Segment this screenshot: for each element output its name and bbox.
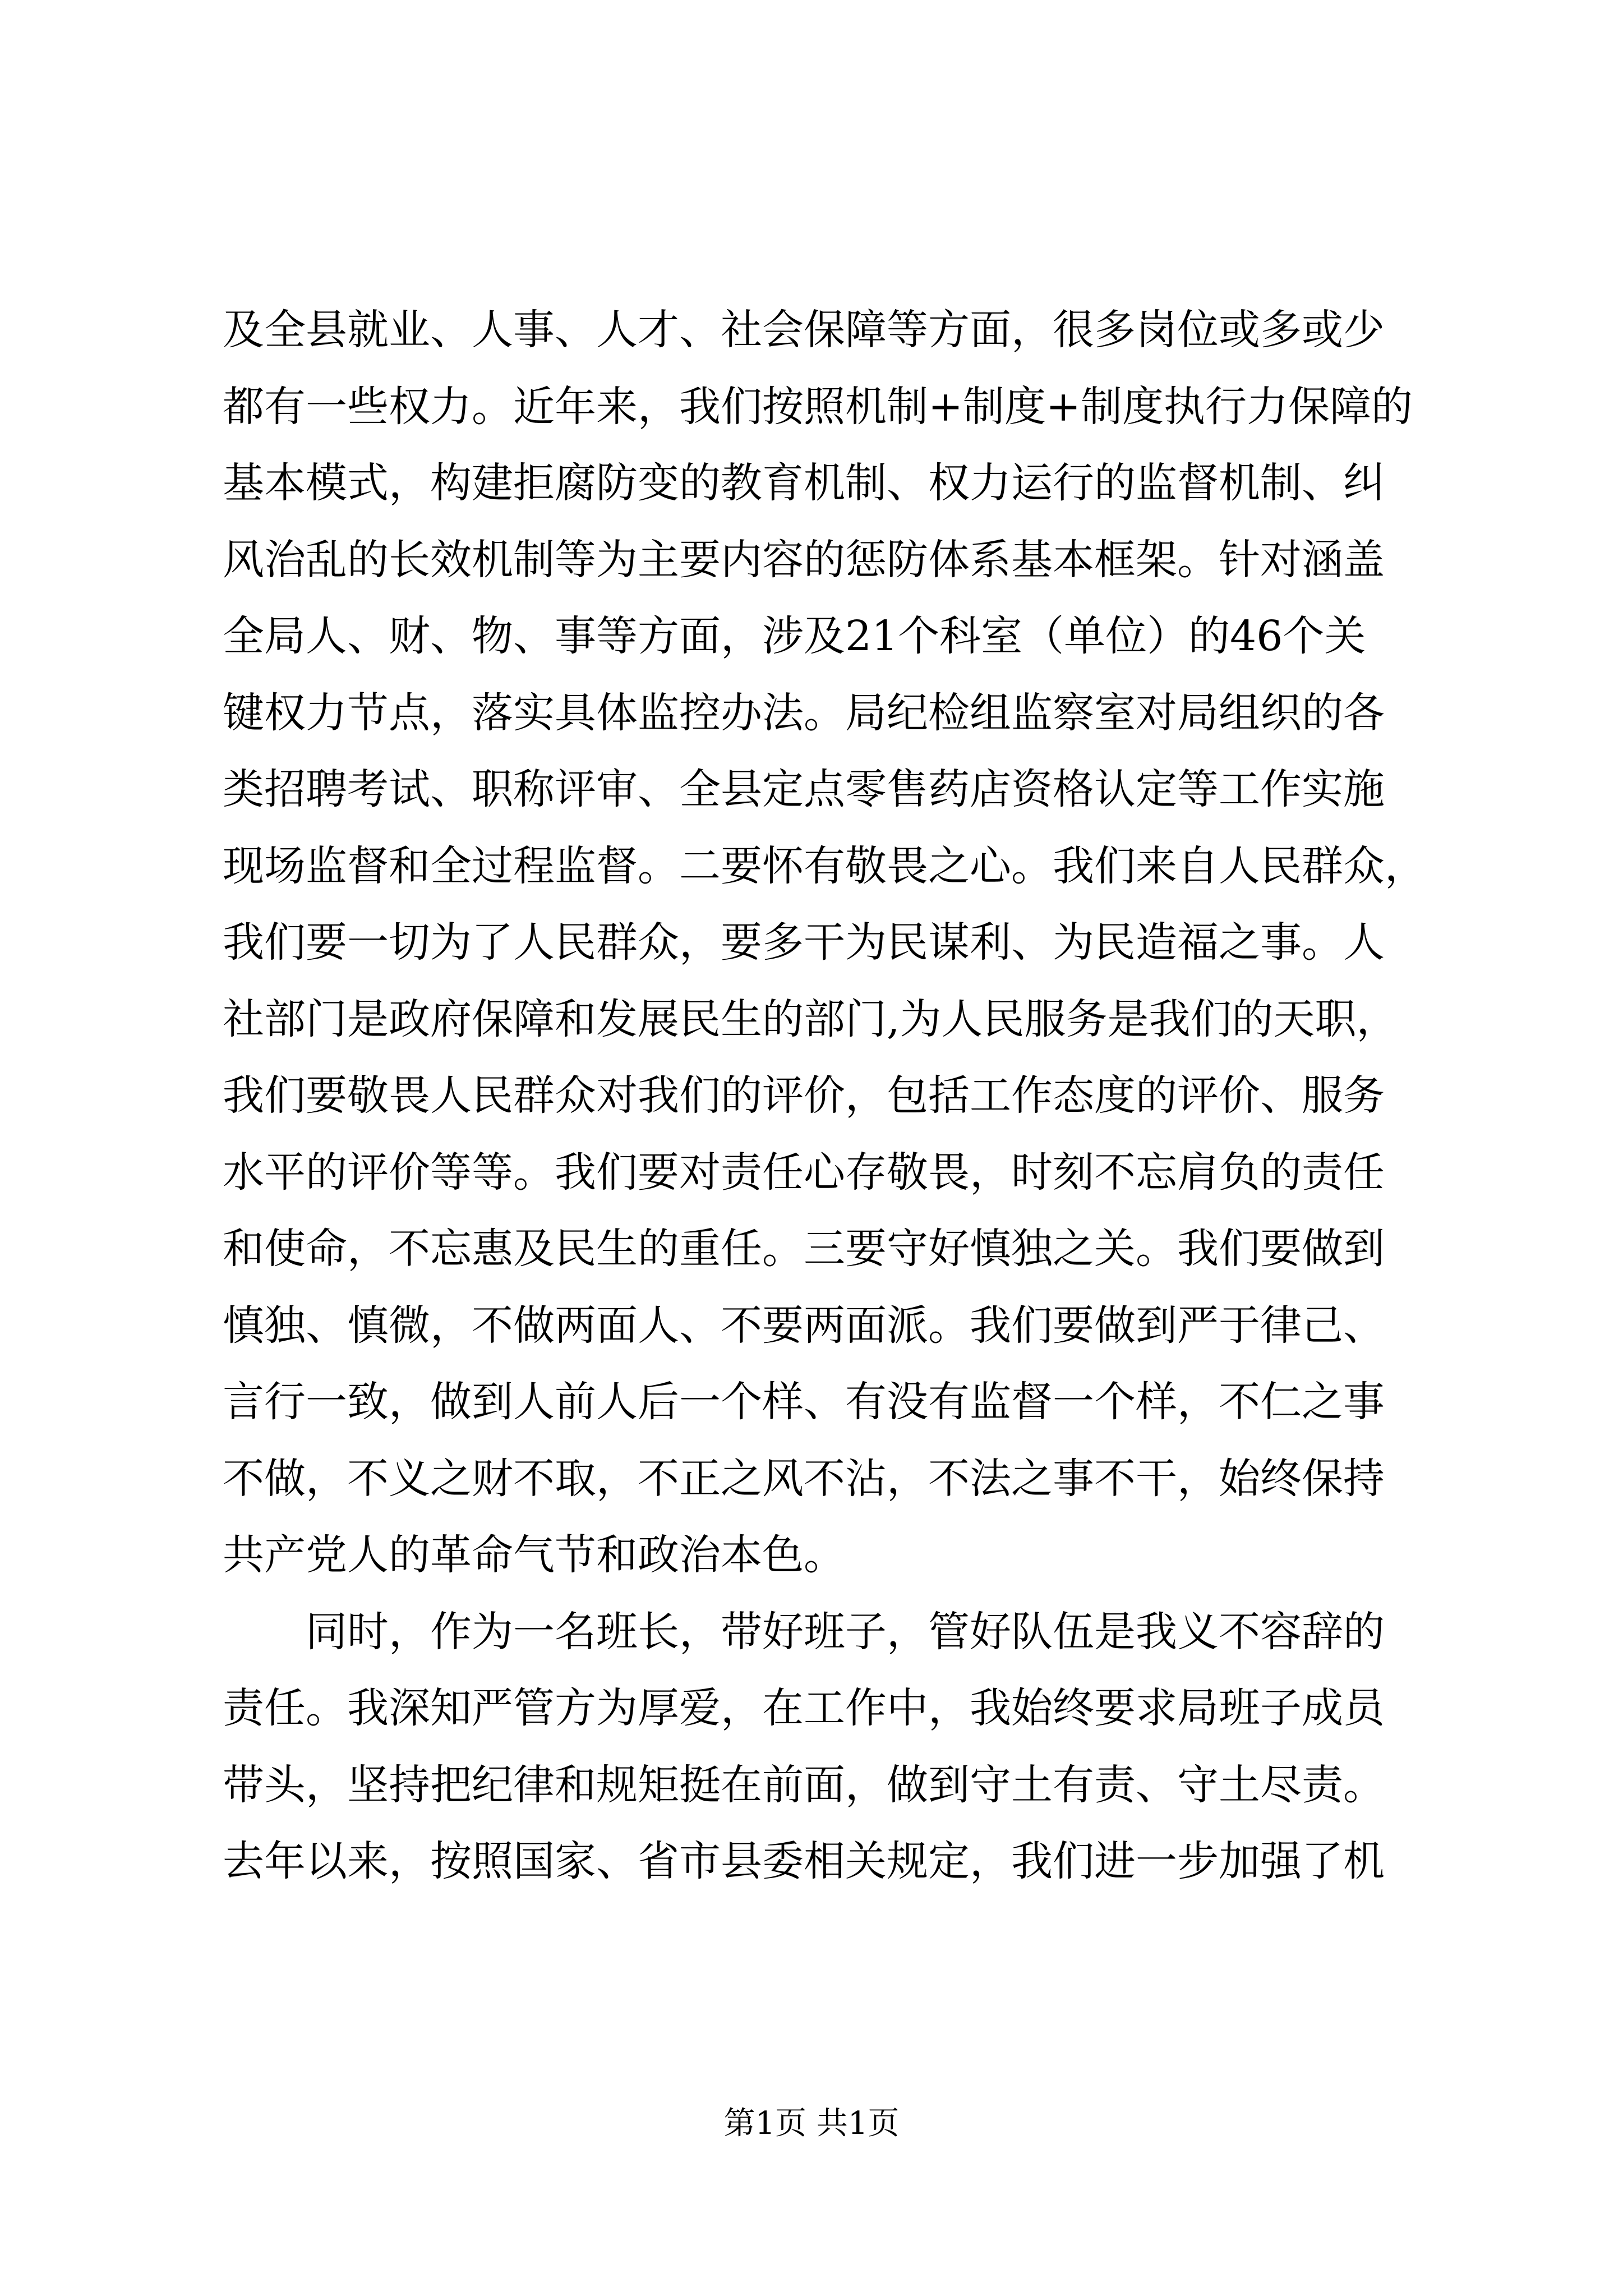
text-line: 我们要敬畏人民群众对我们的评价，包括工作态度的评价、服务	[223, 1071, 1385, 1120]
text-line: 责任。我深知严管方为厚爱，在工作中，我始终要求局班子成员	[223, 1684, 1385, 1732]
text-line: 去年以来，按照国家、省市县委相关规定，我们进一步加强了机	[223, 1837, 1385, 1885]
text-line: 共产党人的革命气节和政治本色。	[223, 1531, 845, 1579]
text-line: 我们要一切为了人民群众，要多干为民谋利、为民造福之事。人	[223, 918, 1385, 967]
text-line: 社部门是政府保障和发展民生的部门,为人民服务是我们的天职，	[223, 995, 1398, 1043]
text-line: 类招聘考试、职称评审、全县定点零售药店资格认定等工作实施	[223, 765, 1385, 813]
body-text	[223, 292, 1434, 1900]
text-line: 言行一致，做到人前人后一个样、有没有监督一个样，不仁之事	[223, 1378, 1385, 1426]
text-line: 全局人、财、物、事等方面，涉及21个科室（单位）的46个关	[223, 612, 1366, 660]
text-line: 带头，坚持把纪律和规矩挺在前面，做到守土有责、守土尽责。	[223, 1760, 1385, 1809]
text-line: 和使命，不忘惠及民生的重任。三要守好慎独之关。我们要做到	[223, 1225, 1385, 1273]
text-line: 不做，不义之财不取，不正之风不沾，不法之事不干，始终保持	[223, 1454, 1385, 1503]
text-line: 都有一些权力。近年来，我们按照机制+制度+制度执行力保障的	[223, 382, 1413, 431]
text-line: 现场监督和全过程监督。二要怀有敬畏之心。我们来自人民群众，	[223, 841, 1426, 890]
text-line: 同时，作为一名班长，带好班子，管好队伍是我义不容辞的	[223, 1607, 1385, 1656]
text-line: 及全县就业、人事、人才、社会保障等方面，很多岗位或多或少	[223, 306, 1385, 354]
text-line: 键权力节点，落实具体监控办法。局纪检组监察室对局组织的各	[223, 688, 1385, 737]
page-number: 第1页 共1页	[723, 2105, 900, 2142]
text-line: 风治乱的长效机制等为主要内容的惩防体系基本框架。针对涵盖	[223, 535, 1385, 584]
text-line: 慎独、慎微，不做两面人、不要两面派。我们要做到严于律己、	[223, 1301, 1385, 1350]
text-line: 水平的评价等等。我们要对责任心存敬畏，时刻不忘肩负的责任	[223, 1148, 1385, 1197]
text-line: 基本模式，构建拒腐防变的教育机制、权力运行的监督机制、纠	[223, 459, 1385, 507]
